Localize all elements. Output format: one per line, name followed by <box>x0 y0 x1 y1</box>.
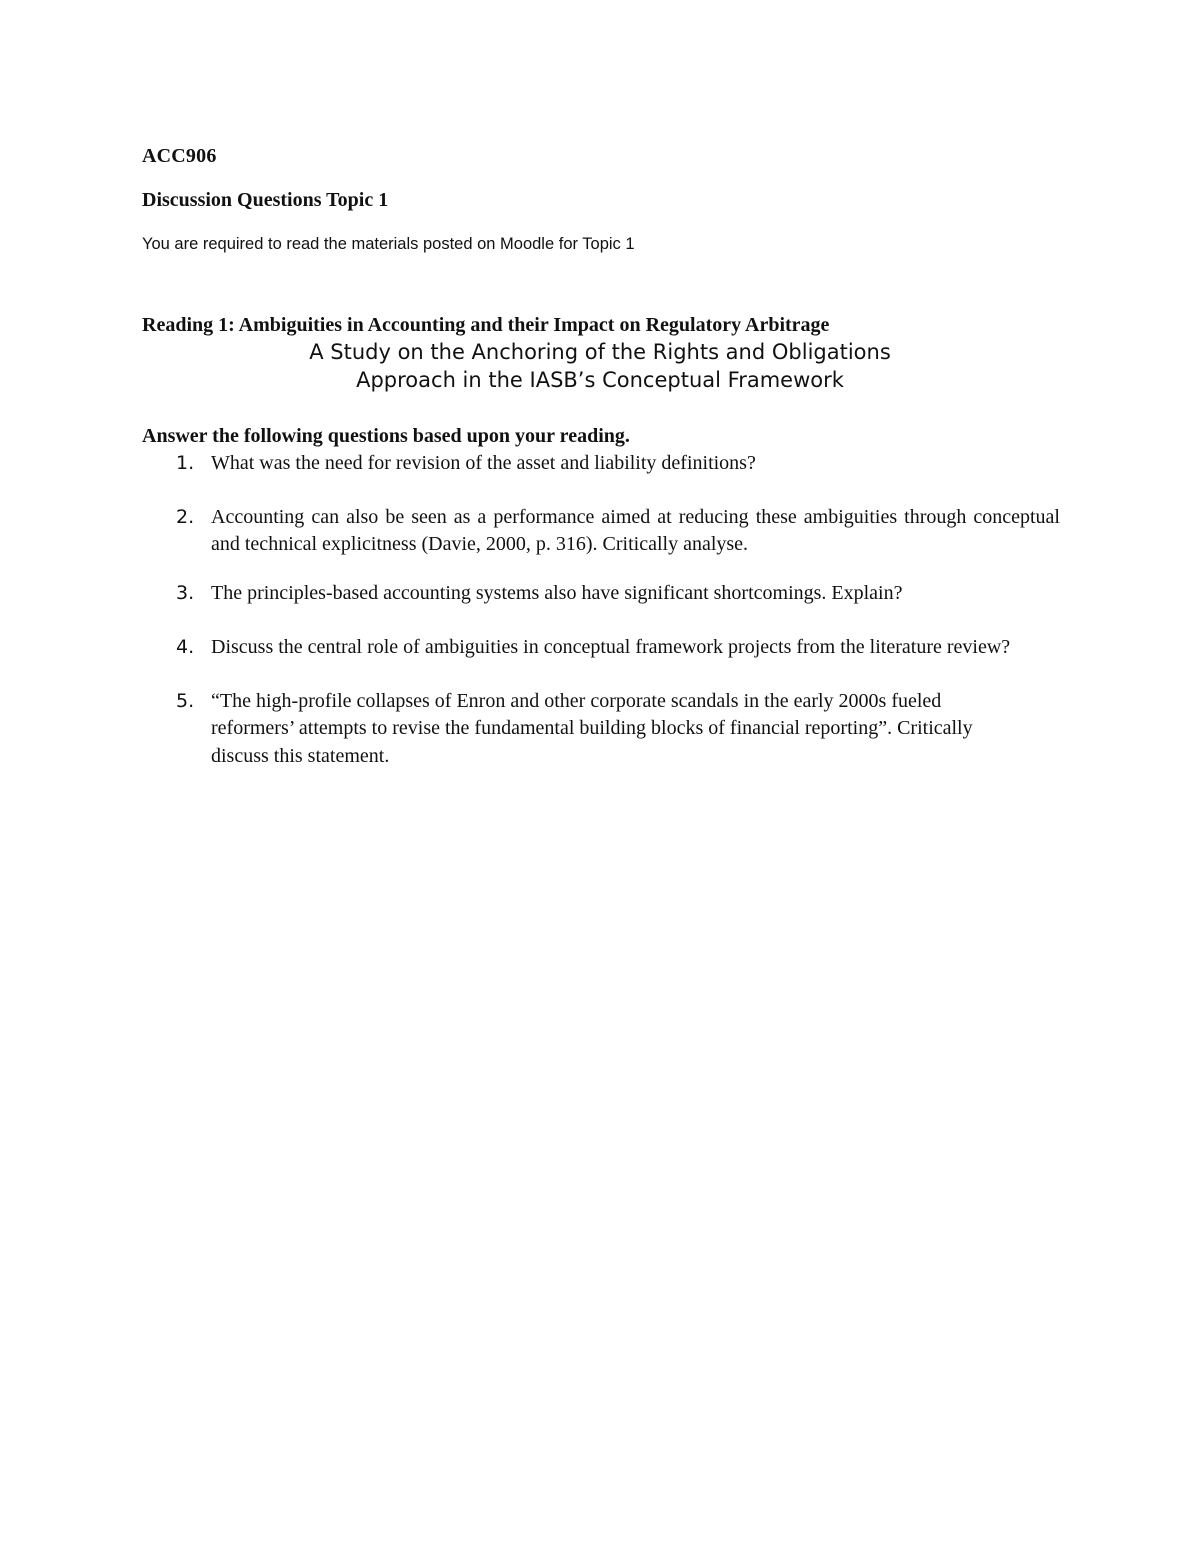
course-code: ACC906 <box>142 145 217 167</box>
study-title-line-2: Approach in the IASB’s Conceptual Framework <box>356 368 844 392</box>
reading-title: Reading 1: Ambiguities in Accounting and their Impact on Regulatory Arbitrage <box>142 314 830 336</box>
document-title: Discussion Questions Topic 1 <box>142 189 389 211</box>
question-item <box>142 504 1060 559</box>
question-number: 2. <box>176 505 195 528</box>
question-item <box>142 688 1060 771</box>
question-number: 4. <box>176 636 195 658</box>
question-text: The principles-based accounting systems also have significant shortcomings. Explain? <box>211 581 903 604</box>
reading-instruction: You are required to read the materials posted on Moodle for Topic 1 <box>142 235 635 253</box>
question-text: “The high-profile collapses of Enron and other corporate scandals in the early 2000s fueled reformers’ attempts to revise the fundamental building blocks of financial reporting”. Critically discuss this statement. <box>211 689 973 767</box>
question-text: Discuss the central role of ambiguities in conceptual framework projects from the literature review? <box>211 636 1011 658</box>
answer-heading: Answer the following questions based upon your reading. <box>142 425 630 447</box>
question-item <box>142 634 1060 662</box>
question-number: 3. <box>176 581 195 604</box>
question-item <box>142 450 1060 478</box>
question-number: 5. <box>176 689 195 712</box>
question-text: What was the need for revision of the asset and liability definitions? <box>211 452 756 474</box>
questions-list <box>142 450 1060 770</box>
question-text: Accounting can also be seen as a performance aimed at reducing these ambiguities through conceptual and technical explicitness (Davie, 2000, p. 316). Critically analyse. <box>211 505 1060 555</box>
study-title-line-1: A Study on the Anchoring of the Rights and Obligations <box>309 340 891 364</box>
question-number: 1. <box>176 452 195 474</box>
question-item <box>142 580 1060 608</box>
